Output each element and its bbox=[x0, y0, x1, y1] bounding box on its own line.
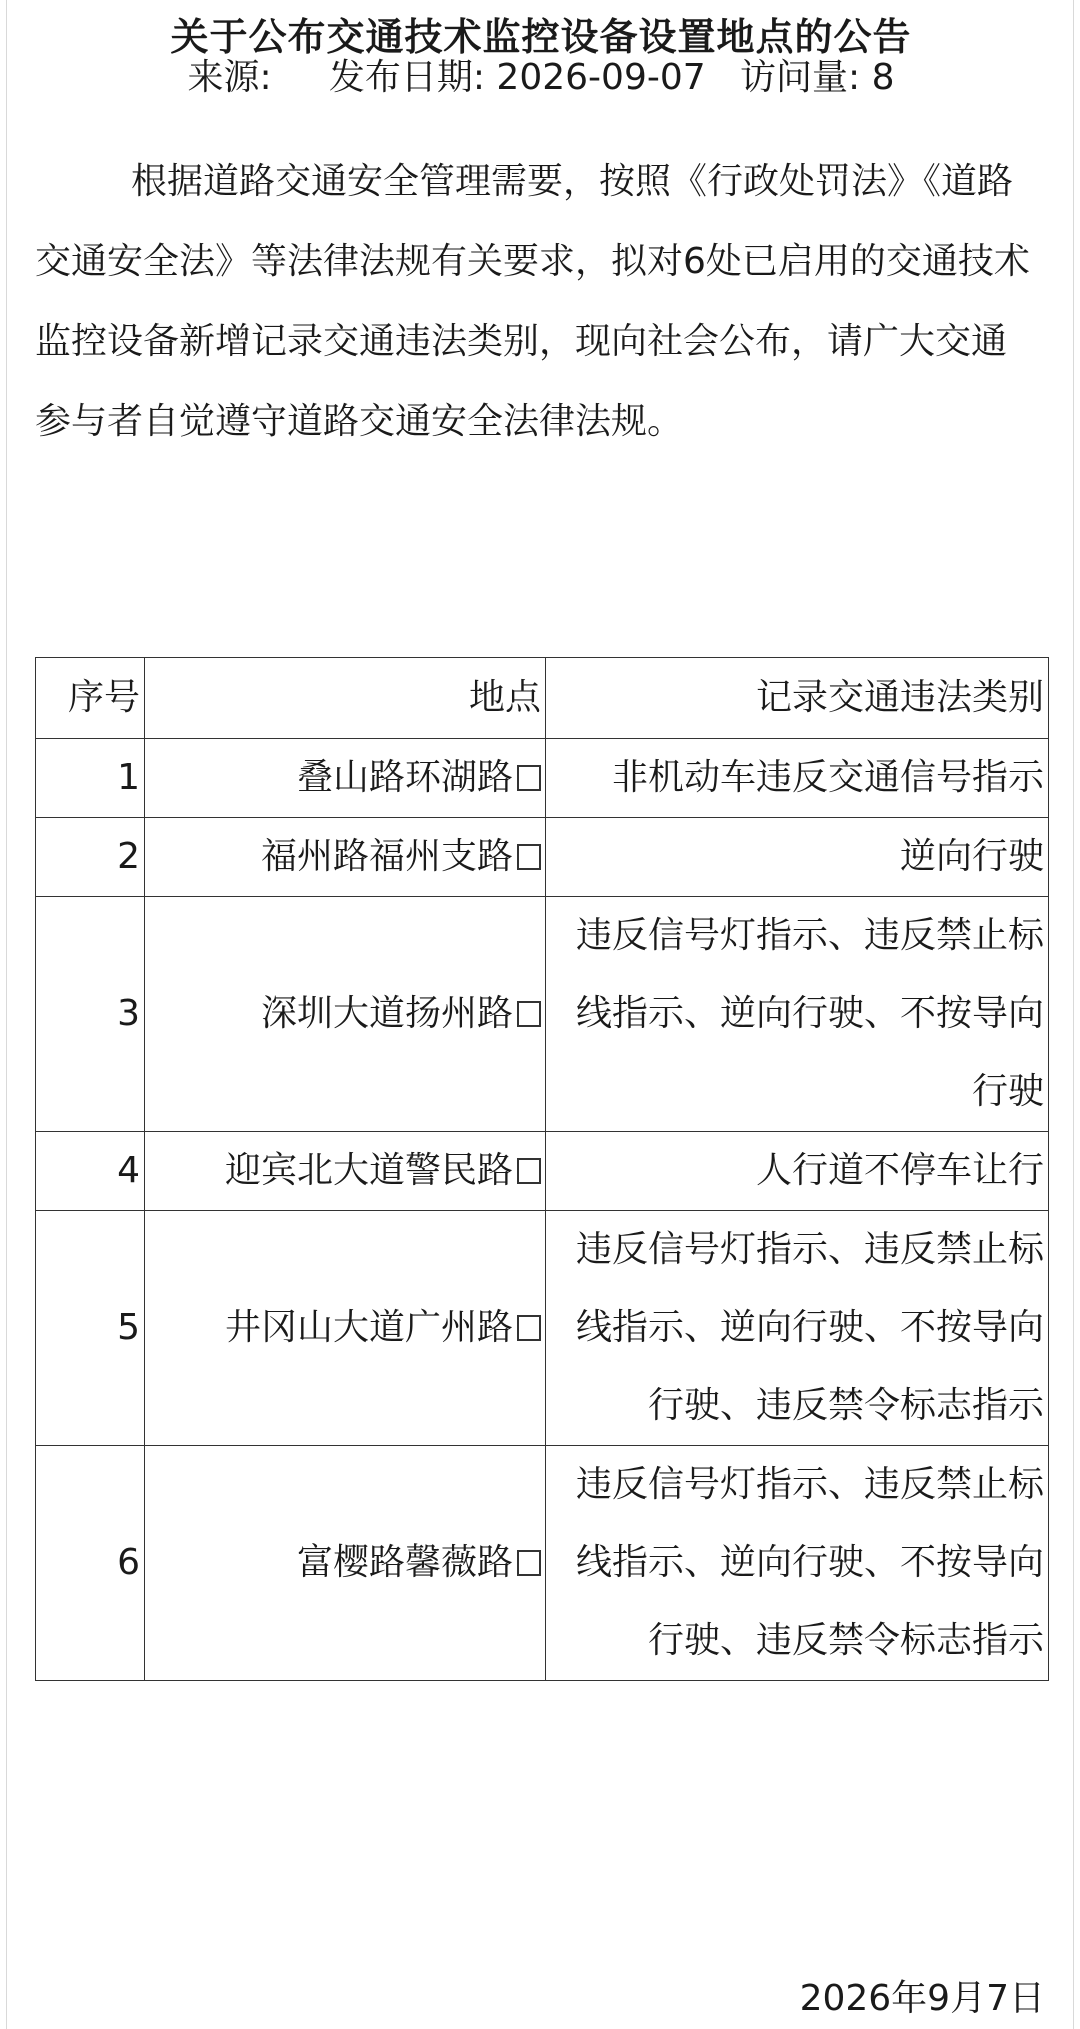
publish-date: 发布日期: 2026-09-07 bbox=[328, 57, 706, 98]
article-page bbox=[6, 0, 1074, 2029]
device-table bbox=[35, 657, 1049, 1681]
table-row bbox=[36, 1132, 1049, 1211]
place-text: 井冈山大道广州路 bbox=[224, 1307, 513, 1348]
row-place bbox=[145, 897, 546, 1132]
place-text: 迎宾北大道警民路 bbox=[224, 1150, 513, 1191]
article-meta bbox=[7, 54, 1075, 102]
row-category: 人行道不停车让行 bbox=[546, 1132, 1049, 1211]
row-category: 违反信号灯指示、违反禁止标线指示、逆向行驶、不按导向行驶、违反禁令标志指示 bbox=[546, 1446, 1049, 1681]
table-row bbox=[36, 818, 1049, 897]
row-place bbox=[145, 818, 546, 897]
views-count: 8 bbox=[871, 57, 895, 98]
place-text: 福州路福州支路 bbox=[260, 836, 513, 877]
place-text: 深圳大道扬州路 bbox=[260, 993, 513, 1034]
article-title: 关于公布交通技术监控设备设置地点的公告 bbox=[170, 15, 912, 59]
table-row bbox=[36, 1446, 1049, 1681]
row-no: 5 bbox=[36, 1211, 145, 1446]
missing-glyph-icon bbox=[517, 1001, 541, 1027]
row-category: 逆向行驶 bbox=[546, 818, 1049, 897]
table-header-row bbox=[36, 658, 1049, 739]
missing-glyph-icon bbox=[517, 1550, 541, 1576]
row-no: 6 bbox=[36, 1446, 145, 1681]
missing-glyph-icon bbox=[517, 844, 541, 870]
row-place bbox=[145, 1446, 546, 1681]
article-body: 根据道路交通安全管理需要，按照《行政处罚法》《道路交通安全法》等法律法规有关要求，拟对6处已启用的交通技术监控设备新增记录交通违法类别，现向社会公布，请广大交通参与者自觉遵守道路交通安全法律法规。 bbox=[35, 161, 1030, 442]
row-no: 1 bbox=[36, 739, 145, 818]
row-place bbox=[145, 1211, 546, 1446]
views-label: 访问量: bbox=[740, 57, 861, 98]
source-label: 来源: bbox=[187, 57, 272, 98]
table-row bbox=[36, 897, 1049, 1132]
row-category: 违反信号灯指示、违反禁止标线指示、逆向行驶、不按导向行驶、违反禁令标志指示 bbox=[546, 1211, 1049, 1446]
row-no: 3 bbox=[36, 897, 145, 1132]
row-no: 4 bbox=[36, 1132, 145, 1211]
missing-glyph-icon bbox=[517, 765, 541, 791]
header-category: 记录交通违法类别 bbox=[546, 658, 1049, 739]
row-place bbox=[145, 1132, 546, 1211]
missing-glyph-icon bbox=[517, 1315, 541, 1341]
place-text: 富樱路馨薇路 bbox=[296, 1542, 513, 1583]
place-text: 叠山路环湖路 bbox=[296, 757, 513, 798]
header-place: 地点 bbox=[145, 658, 546, 739]
row-category: 违反信号灯指示、违反禁止标线指示、逆向行驶、不按导向行驶 bbox=[546, 897, 1049, 1132]
publish-date-footer: 2026年9月7日 bbox=[799, 1978, 1045, 2019]
header-no: 序号 bbox=[36, 658, 145, 739]
table-row bbox=[36, 739, 1049, 818]
row-category: 非机动车违反交通信号指示 bbox=[546, 739, 1049, 818]
table-row bbox=[36, 1211, 1049, 1446]
row-place bbox=[145, 739, 546, 818]
row-no: 2 bbox=[36, 818, 145, 897]
missing-glyph-icon bbox=[517, 1158, 541, 1184]
